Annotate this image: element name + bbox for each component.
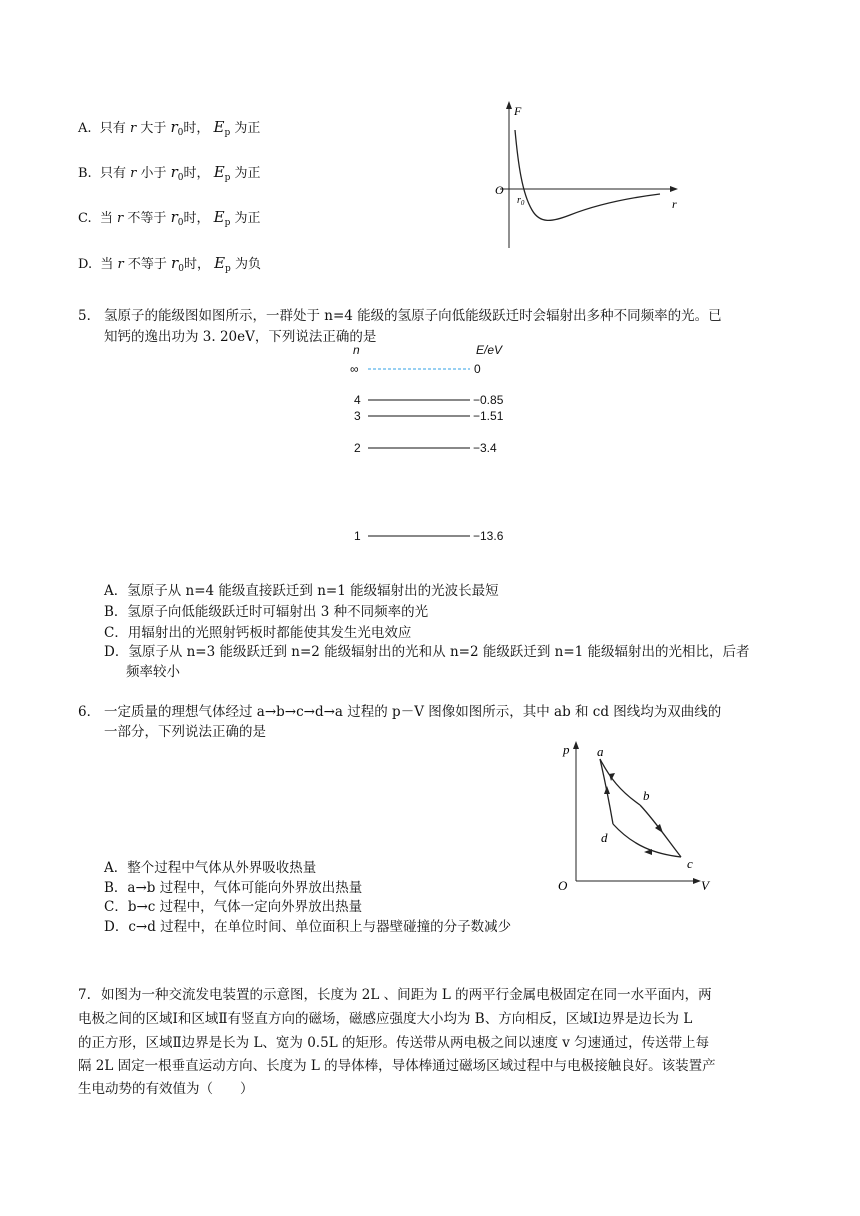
q6-pv-graph <box>555 736 725 896</box>
q5-number: 5． <box>78 308 101 324</box>
q7-number: 7. <box>78 987 91 1003</box>
arrow-da-icon <box>604 786 610 794</box>
y-axis-label: F <box>514 104 522 118</box>
q6-option-c[interactable]: C．b→c 过程中，气体一定向外界放出热量 <box>104 899 363 915</box>
q4-option-b[interactable]: B. 只有 r 小于 $r_0$时， $E_p$ 为正 <box>78 163 261 183</box>
q7-line2: 电极之间的区域Ⅰ和区域Ⅱ有竖直方向的磁场，磁感应强度大小均为 B、方向相反，区域Ⅰ边界是边长为 L <box>78 1011 693 1027</box>
q6-option-d[interactable]: D．c→d 过程中，在单位时间、单位面积上与器壁碰撞的分子数减少 <box>104 919 512 935</box>
q6-option-b[interactable]: B．a→b 过程中，气体可能向外界放出热量 <box>104 880 363 896</box>
point-b-label: b <box>643 788 650 803</box>
level-n-inf: ∞ <box>350 362 359 376</box>
q5-option-c[interactable]: C．用辐射出的光照射钙板时都能使其发生光电效应 <box>104 625 412 641</box>
q6-stem-line1: 一定质量的理想气体经过 a→b→c→d→a 过程的 p－V 图像如图所示，其中 ab 和 cd 图线均为双曲线的 <box>104 704 722 720</box>
arrow-cd-icon <box>644 849 652 855</box>
level-e-3: −1.51 <box>473 409 504 423</box>
q5-stem-line1: 氢原子的能级图如图所示，一群处于 n=4 能级的氢原子向低能级跃迁时会辐射出多种不同频率的光。已 <box>104 308 722 324</box>
q6-stem-line2: 一部分，下列说法正确的是 <box>104 724 266 740</box>
q5-stem-line2: 知钙的逸出功为 3. 20eV，下列说法正确的是 <box>104 329 377 345</box>
y-axis-arrow-icon <box>506 101 512 109</box>
q4-force-graph <box>488 98 688 254</box>
q5-energy-level-diagram <box>340 340 540 550</box>
origin-label: O <box>558 878 568 893</box>
level-e-2: −3.4 <box>473 441 497 455</box>
x-axis-label: r <box>672 197 677 211</box>
q6-option-a[interactable]: A．整个过程中气体从外界吸收热量 <box>104 860 317 876</box>
r0-label: $r_0$ <box>517 195 525 207</box>
q7-line3: 的正方形，区域Ⅱ边界是长为 L、宽为 0.5L 的矩形。传送带从两电极之间以速度 v 匀速通过，传送带上每 <box>78 1035 710 1051</box>
x-axis-arrow-icon <box>670 186 678 192</box>
arrow-bc-icon <box>655 824 663 833</box>
q5-option-b[interactable]: B．氢原子向低能级跃迁时可辐射出 3 种不同频率的光 <box>104 604 429 620</box>
q6-number: 6． <box>78 704 101 720</box>
q7-line4: 隔 2L 固定一根垂直运动方向、长度为 L 的导体棒，导体棒通过磁场区域过程中与电极接触良好。该装置产 <box>78 1058 716 1074</box>
q4-option-c[interactable]: C. 当 r 不等于 $r_0$时， $E_p$ 为正 <box>78 208 261 228</box>
level-n-4: 4 <box>354 393 361 407</box>
n-header: n <box>353 343 360 357</box>
level-n-3: 3 <box>354 409 361 423</box>
level-e-1: −13.6 <box>473 529 504 543</box>
segment-ab <box>600 759 640 805</box>
p-axis-arrow-icon <box>573 741 579 749</box>
p-axis-label: p <box>563 742 570 757</box>
origin-label: O <box>495 183 504 197</box>
level-e-4: −0.85 <box>473 393 504 407</box>
v-axis-arrow-icon <box>693 878 701 884</box>
q5-option-a[interactable]: A．氢原子从 n=4 能级直接跃迁到 n=1 能级辐射出的光波长最短 <box>104 583 499 599</box>
v-axis-label: V <box>701 878 709 893</box>
q5-option-d-cont: 频率较小 <box>126 664 180 680</box>
level-e-inf: 0 <box>474 362 481 376</box>
q4-option-a[interactable]: A. 只有 r 大于 $r_0$时， $E_p$ 为正 <box>78 118 261 138</box>
q5-option-d[interactable]: D．氢原子从 n=3 能级跃迁到 n=2 能级辐射出的光和从 n=2 能级跃迁到 n=1 能级辐射出的光相比，后者 <box>104 644 750 660</box>
q7-line5: 生电动势的有效值为（ ） <box>78 1081 254 1097</box>
level-n-1: 1 <box>354 529 361 543</box>
q4-option-d[interactable]: D. 当 r 不等于 $r_0$时， $E_p$ 为负 <box>78 254 261 274</box>
force-curve <box>515 130 660 220</box>
point-c-label: c <box>687 856 693 871</box>
level-n-2: 2 <box>354 441 361 455</box>
e-header: E/eV <box>476 343 503 357</box>
point-a-label: a <box>597 744 604 759</box>
point-d-label: d <box>601 830 608 845</box>
q7-line1: 如图为一种交流发电装置的示意图，长度为 2L 、间距为 L 的两平行金属电极固定在同一水平面内，两 <box>101 987 712 1003</box>
arrow-ab-icon <box>609 773 615 781</box>
